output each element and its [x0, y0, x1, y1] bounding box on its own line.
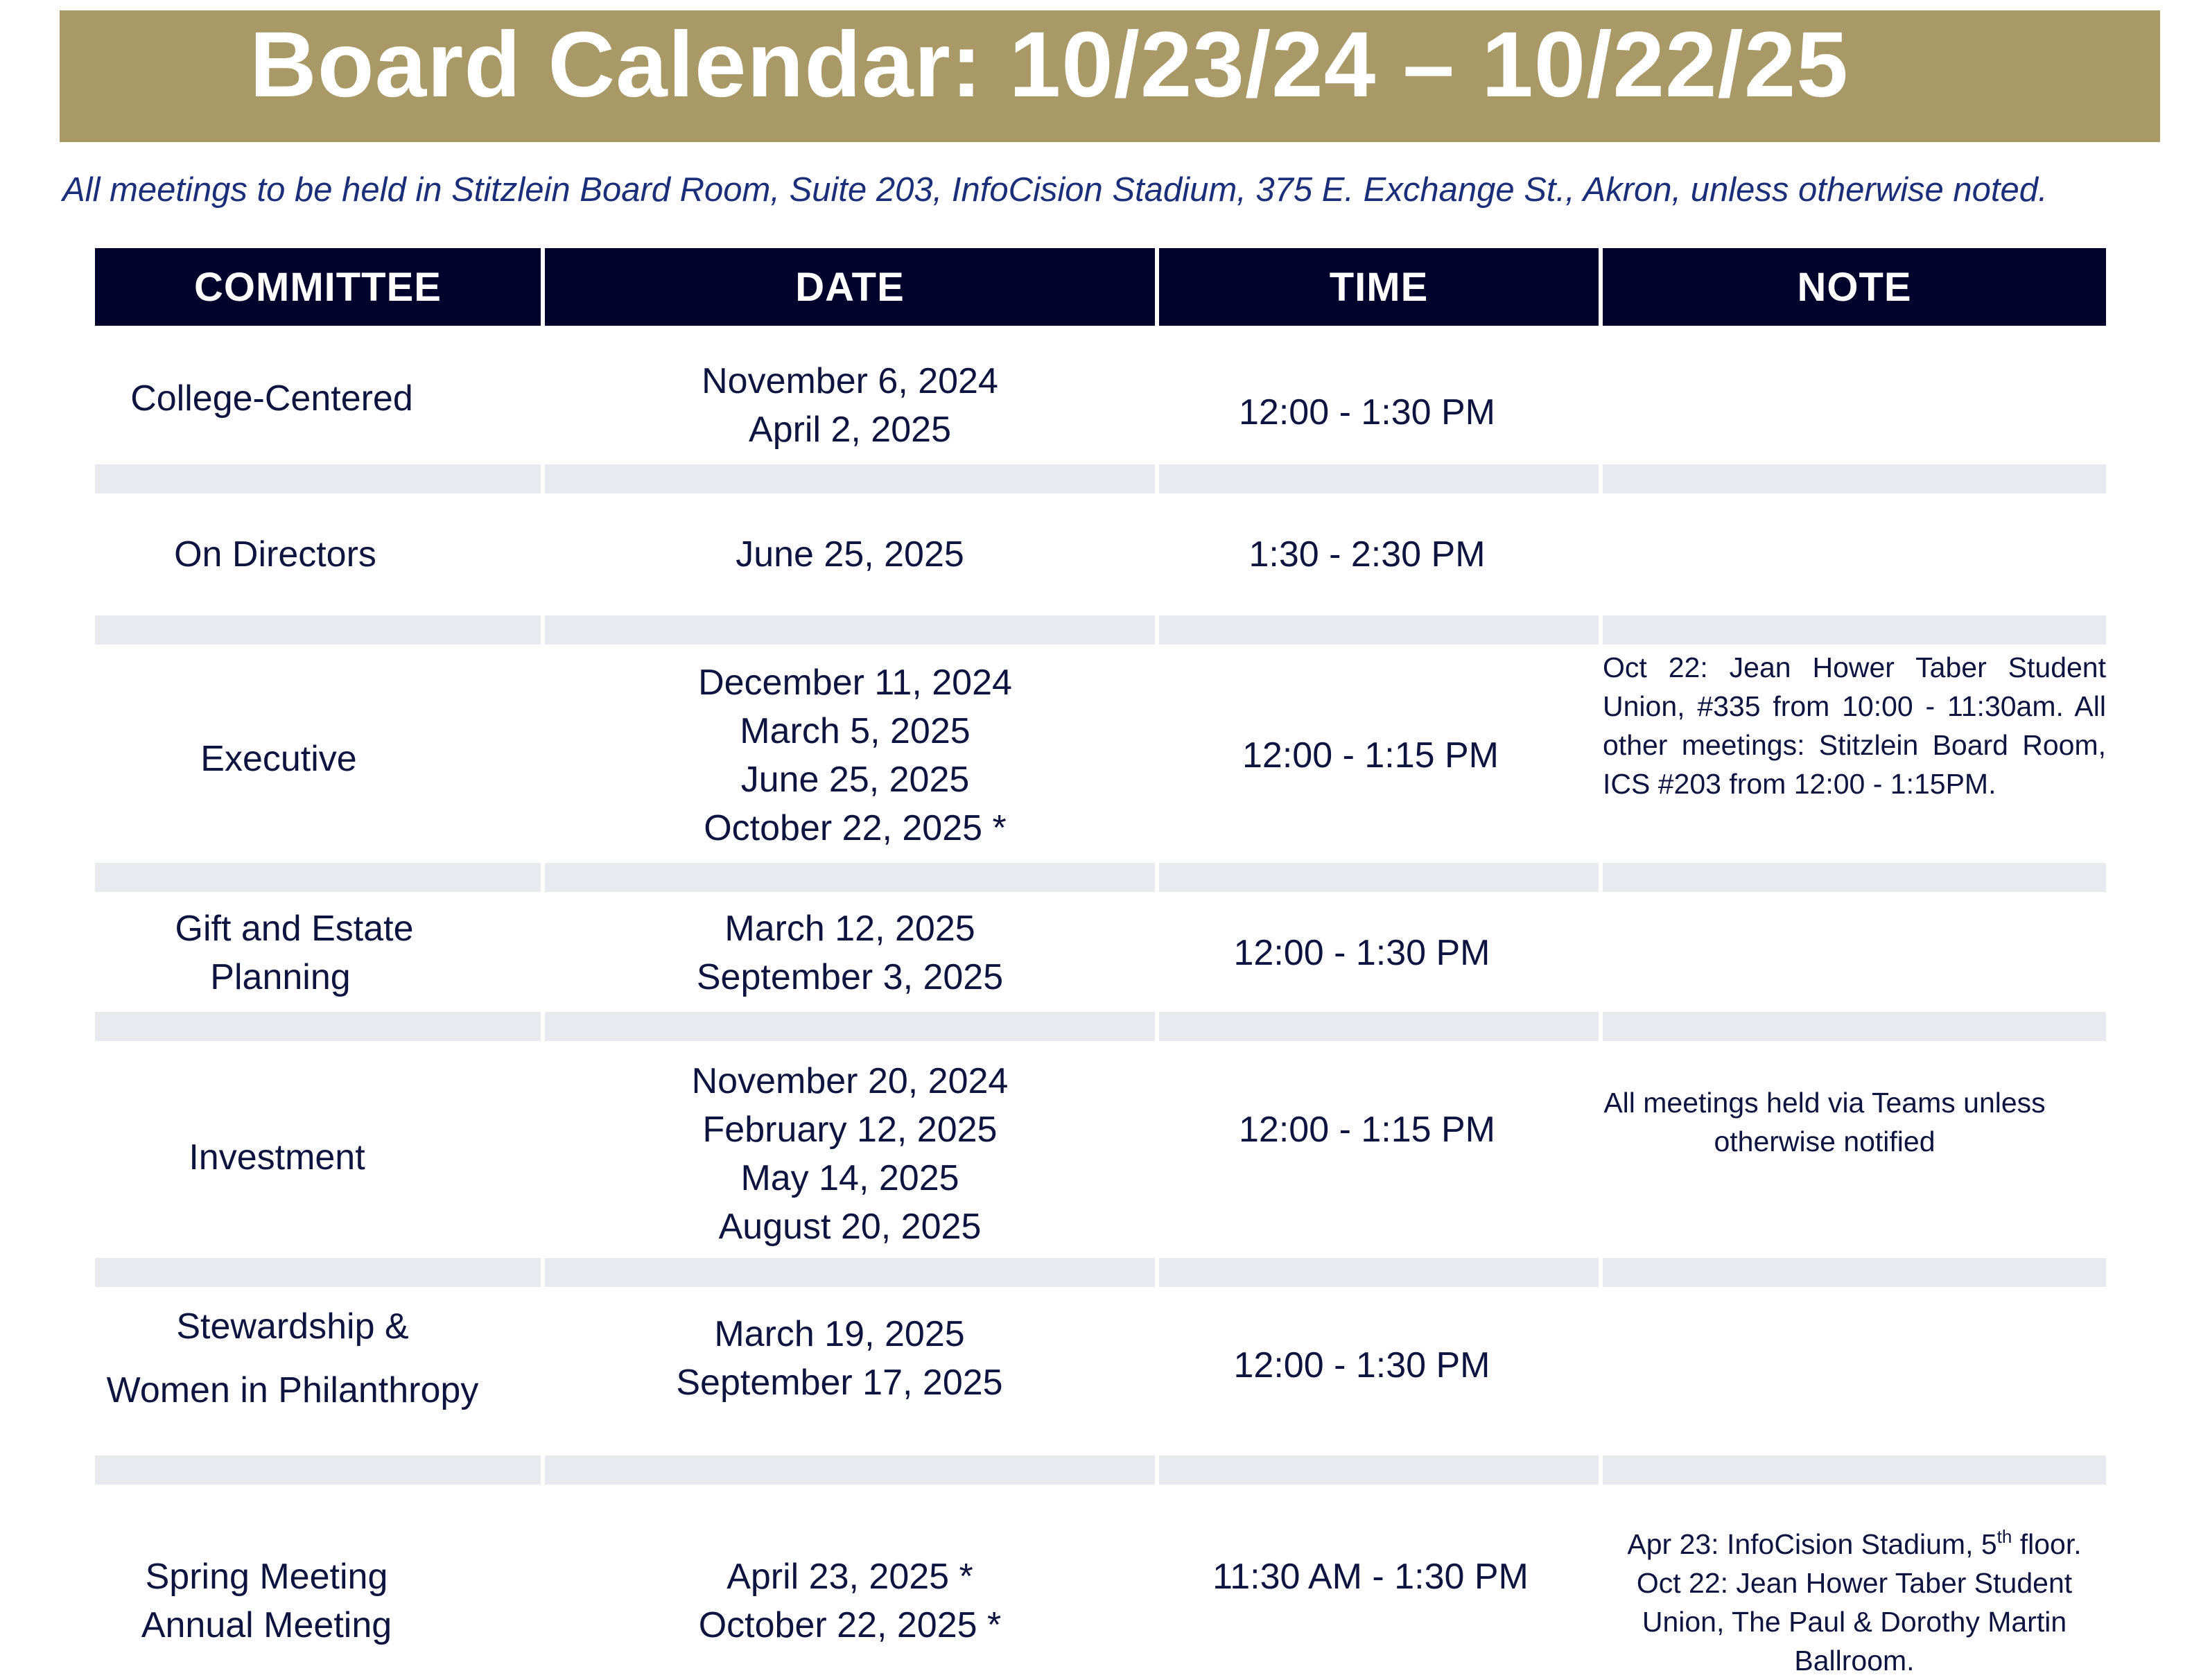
- note-text: [1603, 1525, 2106, 1680]
- committee-name: On Directors: [174, 534, 376, 575]
- meeting-time: 12:00 - 1:30 PM: [1233, 933, 1490, 973]
- note-line: Oct 22: Jean Hower Taber Student: [1636, 1567, 2073, 1599]
- meeting-date: June 25, 2025: [740, 760, 970, 800]
- committee-cell: [95, 1552, 438, 1650]
- time-cell: [1159, 378, 1575, 447]
- meeting-date: March 5, 2025: [740, 711, 971, 751]
- meeting-time: 12:00 - 1:30 PM: [1233, 1345, 1490, 1385]
- note-line: Ballroom.: [1794, 1645, 1915, 1677]
- meeting-date: October 22, 2025 *: [704, 808, 1007, 848]
- date-cell: [545, 1057, 1155, 1251]
- time-cell: [1159, 721, 1582, 790]
- committee-name: Women in Philanthropy: [106, 1370, 479, 1410]
- row-separator: [95, 464, 541, 493]
- committee-name: Investment: [189, 1137, 365, 1178]
- time-cell: [1159, 1542, 1582, 1611]
- date-cell: [545, 904, 1155, 1001]
- location-note: All meetings to be held in Stitzlein Board Room, Suite 203, InfoCision Stadium, 375 E. Exchange St., Akron, unless otherwise noted.: [62, 171, 2048, 209]
- date-cell: [545, 1552, 1155, 1650]
- column-header-note: NOTE: [1603, 248, 2106, 326]
- committee-name: Annual Meeting: [141, 1605, 392, 1645]
- note-line-text: floor.: [2012, 1528, 2082, 1560]
- committee-name: Stewardship &: [176, 1306, 409, 1347]
- column-header-committee: COMMITTEE: [95, 248, 541, 326]
- time-cell: [1159, 1095, 1575, 1164]
- meeting-date: February 12, 2025: [702, 1110, 998, 1150]
- meeting-time: 12:00 - 1:15 PM: [1239, 1110, 1495, 1150]
- committee-cell: [95, 1303, 490, 1414]
- row-separator: [95, 615, 541, 645]
- committee-name: Executive: [200, 739, 357, 779]
- committee-cell: [95, 350, 449, 447]
- meeting-date: October 22, 2025 *: [698, 1605, 1002, 1645]
- row-separator: [95, 1258, 541, 1287]
- meeting-time: 11:30 AM - 1:30 PM: [1212, 1557, 1529, 1597]
- row-separator: [1159, 1012, 1599, 1041]
- column-header-date: DATE: [545, 248, 1155, 326]
- committee-name: Planning: [210, 957, 351, 997]
- note-line-text: Apr 23: InfoCision Stadium, 5: [1627, 1528, 1997, 1560]
- meeting-date: September 17, 2025: [676, 1363, 1003, 1403]
- note-text: All meetings held via Teams unless otherwise notified: [1603, 1087, 2046, 1157]
- committee-cell: [95, 724, 462, 794]
- time-cell: [1159, 1331, 1565, 1400]
- meeting-date: March 12, 2025: [724, 909, 975, 949]
- row-separator: [545, 863, 1155, 892]
- row-separator: [95, 1012, 541, 1041]
- column-header-time: TIME: [1159, 248, 1599, 326]
- committee-name: College-Centered: [130, 378, 413, 419]
- committee-name: Gift and Estate: [175, 909, 414, 949]
- meeting-time: 12:00 - 1:30 PM: [1239, 392, 1495, 432]
- row-separator: [1603, 615, 2106, 645]
- row-separator: [1603, 863, 2106, 892]
- row-separator: [1159, 464, 1599, 493]
- date-cell: [545, 520, 1155, 589]
- row-separator: [95, 863, 541, 892]
- meeting-date: April 23, 2025 *: [726, 1557, 973, 1597]
- meeting-date: November 6, 2024: [702, 361, 998, 401]
- meeting-date: May 14, 2025: [740, 1158, 959, 1198]
- row-separator: [1603, 1258, 2106, 1287]
- row-separator: [95, 1455, 541, 1485]
- ordinal-suffix: th: [1996, 1526, 2012, 1547]
- meeting-date: March 19, 2025: [714, 1314, 965, 1354]
- row-separator: [1159, 1455, 1599, 1485]
- meeting-date: December 11, 2024: [698, 663, 1012, 703]
- time-cell: [1159, 918, 1565, 988]
- row-separator: [1159, 863, 1599, 892]
- note-line: Union, The Paul & Dorothy Martin: [1642, 1606, 2067, 1638]
- meeting-date: November 20, 2024: [691, 1061, 1009, 1101]
- date-cell: [545, 350, 1155, 461]
- meeting-date: June 25, 2025: [736, 534, 964, 575]
- meeting-date: April 2, 2025: [749, 410, 951, 450]
- meeting-time: 12:00 - 1:15 PM: [1242, 735, 1499, 776]
- row-separator: [545, 1012, 1155, 1041]
- committee-cell: [95, 904, 494, 1001]
- committee-cell: [95, 1123, 459, 1192]
- row-separator: [1159, 615, 1599, 645]
- row-separator: [545, 1455, 1155, 1485]
- row-separator: [545, 1258, 1155, 1287]
- note-line: [1603, 1525, 2106, 1564]
- meeting-date: September 3, 2025: [696, 957, 1004, 997]
- row-separator: [1603, 1455, 2106, 1485]
- time-cell: [1159, 520, 1575, 589]
- date-cell: [545, 658, 1165, 852]
- date-cell: [545, 1310, 1134, 1407]
- committee-cell: [95, 520, 455, 589]
- row-separator: [1159, 1258, 1599, 1287]
- row-separator: [545, 464, 1155, 493]
- row-separator: [1603, 464, 2106, 493]
- committee-name: Spring Meeting: [145, 1557, 388, 1597]
- meeting-date: August 20, 2025: [718, 1207, 982, 1247]
- page-title: Board Calendar: 10/23/24 – 10/22/25: [250, 13, 1849, 116]
- row-separator: [1603, 1012, 2106, 1041]
- row-separator: [545, 615, 1155, 645]
- note-text: Oct 22: Jean Hower Taber Student Union, #335 from 10:00 - 11:30am. All other meetings: Stitzlein Board Room, ICS #203 from 12:00 - 1:15PM.: [1603, 651, 2106, 800]
- meeting-time: 1:30 - 2:30 PM: [1248, 534, 1486, 575]
